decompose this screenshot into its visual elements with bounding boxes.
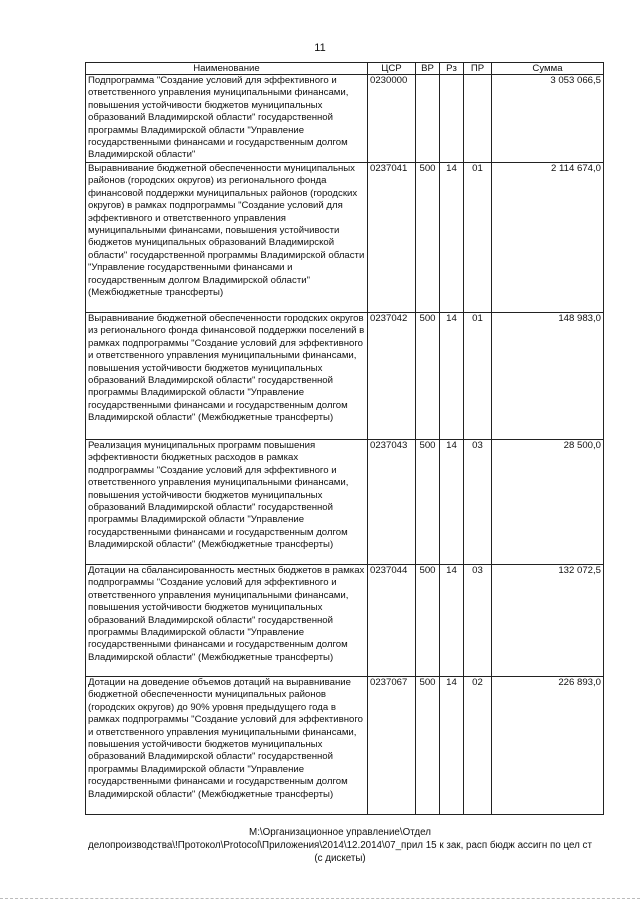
row-pr: 01 <box>464 313 492 440</box>
header-vr: ВР <box>416 63 440 75</box>
row-csr: 0237043 <box>368 440 416 565</box>
row-vr: 500 <box>416 565 440 677</box>
row-sum: 226 893,0 <box>492 677 604 815</box>
table-row <box>86 313 604 440</box>
row-pr: 02 <box>464 677 492 815</box>
table-row <box>86 565 604 677</box>
scan-edge-divider <box>0 898 640 899</box>
row-name: Выравнивание бюджетной обеспеченности муниципальных районов (городских округов) из регионального фонда финансовой поддержки муниципальных районов (городских округов) в рамках подпрограммы "Создание условий для эффективного и ответственного управления муниципальными финансами, повышения устойчивости бюджетов муниципальных образований Владимирской области" государственной программы Владимирской области "Управление государственными финансами и государственным долгом Владимирской области" (Межбюджетные трансферты) <box>86 163 368 313</box>
row-rz: 14 <box>440 565 464 677</box>
table-row <box>86 677 604 815</box>
row-vr: 500 <box>416 313 440 440</box>
budget-table <box>85 62 604 815</box>
header-csr: ЦСР <box>368 63 416 75</box>
header-name: Наименование <box>86 63 368 75</box>
table-header-row <box>86 63 604 75</box>
footer-line-1: М:\Организационное управление\Отдел <box>249 827 431 838</box>
row-csr: 0237041 <box>368 163 416 313</box>
row-vr: 500 <box>416 677 440 815</box>
row-vr: 500 <box>416 440 440 565</box>
row-rz <box>440 75 464 163</box>
row-vr: 500 <box>416 163 440 313</box>
row-csr: 0230000 <box>368 75 416 163</box>
table-row <box>86 75 604 163</box>
row-sum: 148 983,0 <box>492 313 604 440</box>
table-row <box>86 440 604 565</box>
row-rz: 14 <box>440 313 464 440</box>
row-pr: 01 <box>464 163 492 313</box>
row-pr <box>464 75 492 163</box>
row-rz: 14 <box>440 163 464 313</box>
header-pr: ПР <box>464 63 492 75</box>
row-pr: 03 <box>464 440 492 565</box>
row-name: Реализация муниципальных программ повышения эффективности бюджетных расходов в рамках подпрограммы "Создание условий для эффективного и ответственного управления муниципальными финансами, повышения устойчивости бюджетов муниципальных образований Владимирской области" государственной программы Владимирской области "Управление государственными финансами и государственным долгом Владимирской области" (Межбюджетные трансферты) <box>86 440 368 565</box>
row-name: Подпрограмма "Создание условий для эффективного и ответственного управления муниципальными финансами, повышения устойчивости бюджетов муниципальных образований Владимирской области" государственной программы Владимирской области "Управление государственными финансами и государственным долгом Владимирской области" <box>86 75 368 163</box>
row-vr <box>416 75 440 163</box>
row-sum: 132 072,5 <box>492 565 604 677</box>
row-rz: 14 <box>440 440 464 565</box>
row-csr: 0237044 <box>368 565 416 677</box>
row-name: Дотации на сбалансированность местных бюджетов в рамках подпрограммы "Создание условий для эффективного и ответственного управления муниципальными финансами, повышения устойчивости бюджетов муниципальных образований Владимирской области" государственной программы Владимирской области "Управление государственными финансами и государственным долгом Владимирской области" (Межбюджетные трансферты) <box>86 565 368 677</box>
header-rz: Рз <box>440 63 464 75</box>
footer-line-3: (с дискеты) <box>314 853 366 864</box>
row-pr: 03 <box>464 565 492 677</box>
row-rz: 14 <box>440 677 464 815</box>
header-sum: Сумма <box>492 63 604 75</box>
table-row <box>86 163 604 313</box>
row-csr: 0237042 <box>368 313 416 440</box>
row-sum: 28 500,0 <box>492 440 604 565</box>
file-path-footer <box>40 826 640 865</box>
page-number: 11 <box>314 42 326 54</box>
row-sum: 3 053 066,5 <box>492 75 604 163</box>
row-sum: 2 114 674,0 <box>492 163 604 313</box>
row-csr: 0237067 <box>368 677 416 815</box>
row-name: Выравнивание бюджетной обеспеченности городских округов из регионального фонда финансовой поддержки поселений в рамках подпрограммы "Создание условий для эффективного и ответственного управления муниципальными финансами, повышения устойчивости бюджетов муниципальных образований Владимирской области" государственной программы Владимирской области "Управление государственными финансами и государственным долгом Владимирской области" (Межбюджетные трансферты) <box>86 313 368 440</box>
row-name: Дотации на доведение объемов дотаций на выравнивание бюджетной обеспеченности муниципальных районов (городских округов) до 90% уровня предыдущего года в рамках подпрограммы "Создание условий для эффективного и ответственного управления муниципальными финансами, повышения устойчивости бюджетов муниципальных образований Владимирской области" государственной программы Владимирской области "Управление государственными финансами и государственным долгом Владимирской области" (Межбюджетные трансферты) <box>86 677 368 815</box>
footer-line-2: делопроизводства\!Протокол\Protocol\Приложения\2014\12.2014\07_прил 15 к зак, расп бюдж ассигн по цел ст <box>88 840 592 851</box>
